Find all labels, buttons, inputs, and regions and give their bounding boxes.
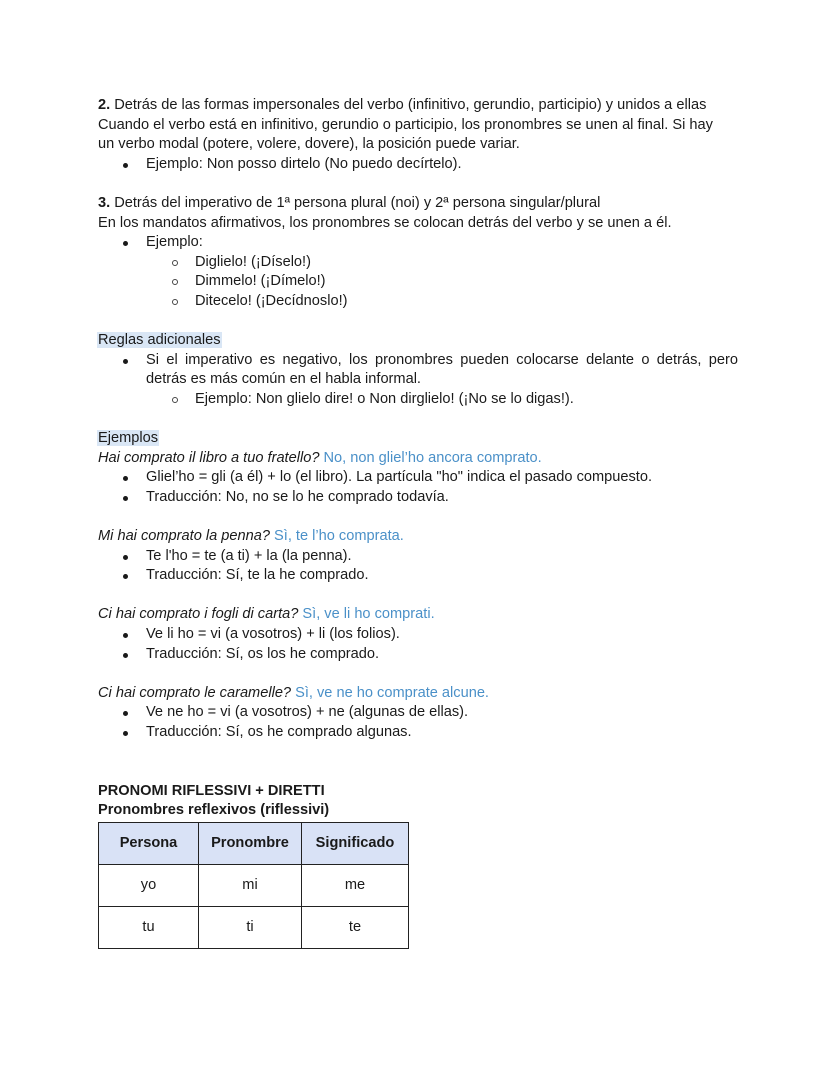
bullet-item: Ejemplo: Non posso dirtelo (No puedo decírtelo).	[98, 155, 738, 175]
section-3-body: En los mandatos afirmativos, los pronombres se colocan detrás del verbo y se unen a él.	[98, 214, 672, 231]
ejemplos-heading-row	[98, 429, 738, 449]
table-cell: yo	[99, 864, 199, 906]
table-header-cell: Persona	[99, 822, 199, 864]
section-number: 2.	[98, 97, 111, 113]
example-question: Ci hai comprato i fogli di carta?	[98, 606, 299, 623]
bullet-item: Gliel’ho = gli (a él) + lo (el libro). La partícula "ho" indica el pasado compuesto.	[98, 468, 738, 488]
sub-bullet-item: Diglielo! (¡Díselo!)	[98, 253, 738, 273]
table-row	[99, 906, 409, 948]
document-page	[98, 96, 738, 949]
bullet-item: Traducción: No, no se lo he comprado todavía.	[98, 488, 738, 508]
bullet-item-line-2: detrás es más común en el habla informal.	[146, 371, 421, 388]
section-title-text: Detrás de las formas impersonales del verbo (infinitivo, gerundio, participio) y unidos a ellas	[110, 97, 707, 113]
section-2-body-line-1: Cuando el verbo está en infinitivo, gerundio o participio, los pronombres se unen al final. Si hay	[98, 116, 713, 133]
section-3-title	[98, 194, 738, 214]
pronomi-subheading: Pronombres reflexivos (riflessivi)	[98, 802, 330, 819]
section-title-text: Detrás del imperativo de 1ª persona plural (noi) y 2ª persona singular/plural	[110, 194, 601, 211]
table-cell: ti	[199, 906, 302, 948]
table-header-row	[99, 822, 409, 864]
reglas-heading: Reglas adicionales	[98, 332, 221, 349]
section-number: 3.	[98, 194, 111, 211]
table-header-cell: Pronombre	[199, 822, 302, 864]
example-answer: Sì, ve ne ho comprate alcune.	[291, 684, 489, 701]
table-cell: tu	[99, 906, 199, 948]
reflexive-pronouns-table	[98, 822, 409, 949]
sub-bullet-item: Dimmelo! (¡Dímelo!)	[98, 272, 738, 292]
example-answer: No, non gliel’ho ancora comprato.	[319, 449, 542, 466]
table-cell: te	[302, 906, 409, 948]
section-2-title	[98, 96, 738, 116]
sub-bullet-item: Ditecelo! (¡Decídnoslo!)	[98, 292, 738, 312]
example-question-line	[98, 684, 738, 704]
ejemplos-heading: Ejemplos	[98, 430, 159, 447]
bullet-item-line-1: Si el imperativo es negativo, los pronombres pueden colocarse delante o detrás, pero	[98, 351, 738, 371]
example-question-line	[98, 527, 738, 547]
bullet-item: Traducción: Sí, te la he comprado.	[98, 566, 738, 586]
bullet-item: Ejemplo:	[98, 233, 738, 253]
example-question: Mi hai comprato la penna?	[98, 528, 270, 545]
sub-bullet-item: Ejemplo: Non glielo dire! o Non dirglielo! (¡No se lo digas!).	[98, 390, 738, 410]
table-row	[99, 864, 409, 906]
reglas-heading-row	[98, 331, 738, 351]
example-question-line	[98, 605, 738, 625]
bullet-item: Te l'ho = te (a ti) + la (la penna).	[98, 547, 738, 567]
bullet-item: Traducción: Sí, os los he comprado.	[98, 645, 738, 665]
bullet-item: Traducción: Sí, os he comprado algunas.	[98, 723, 738, 743]
table-cell: mi	[199, 864, 302, 906]
example-question-line	[98, 449, 738, 469]
example-answer: Sì, ve li ho comprati.	[298, 606, 435, 623]
table-header-cell: Significado	[302, 822, 409, 864]
bullet-item: Ve li ho = vi (a vosotros) + li (los folios).	[98, 625, 738, 645]
bullet-item: Ve ne ho = vi (a vosotros) + ne (algunas de ellas).	[98, 703, 738, 723]
example-answer: Sì, te l’ho comprata.	[269, 528, 404, 545]
example-question: Ci hai comprato le caramelle?	[98, 684, 292, 701]
pronomi-heading: PRONOMI RIFLESSIVI + DIRETTI	[98, 782, 325, 799]
example-question: Hai comprato il libro a tuo fratello?	[98, 449, 320, 466]
section-2-body-line-2: un verbo modal (potere, volere, dovere), la posición puede variar.	[98, 136, 520, 153]
table-cell: me	[302, 864, 409, 906]
